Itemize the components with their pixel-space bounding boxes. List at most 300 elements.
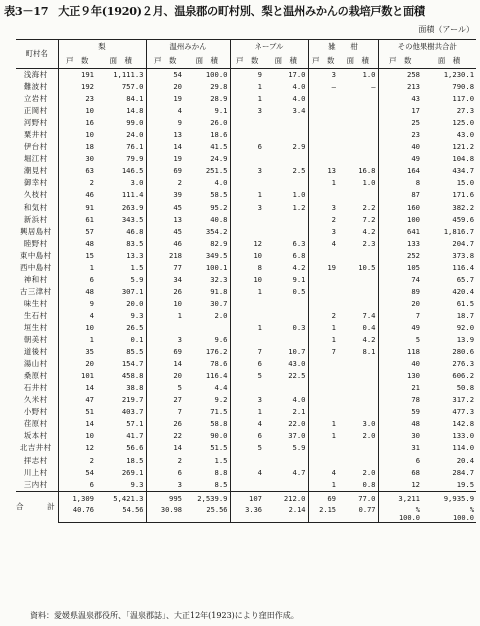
area-cell: 4.0 — [214, 178, 228, 188]
village-name: 御幸村 — [16, 177, 58, 189]
households-cell: 40 — [378, 141, 422, 153]
total-cell: 9,935.9 — [422, 491, 476, 506]
households-cell: 6 — [89, 274, 94, 284]
table-row — [16, 479, 476, 492]
village-name: 坂本村 — [16, 430, 58, 442]
households-cell: 63 — [85, 166, 94, 176]
households-cell: 160 — [378, 202, 422, 214]
area-cell: 79.9 — [126, 154, 144, 164]
area-cell: 2.9 — [292, 142, 306, 152]
total-cell: 69 — [308, 491, 338, 506]
households-cell: 105 — [378, 262, 422, 274]
households-cell: 2 — [146, 455, 184, 467]
area-cell: 29.8 — [210, 82, 228, 92]
area-cell: 20.4 — [456, 455, 475, 465]
area-cell: 133.0 — [452, 431, 475, 441]
header-navel: ネーブル — [230, 40, 308, 55]
households-cell: 25 — [378, 117, 422, 129]
area-cell: 116.4 — [205, 371, 228, 381]
area-cell: 3.4 — [292, 106, 306, 116]
area-cell — [338, 370, 378, 382]
table-number: 表3－17 — [4, 4, 49, 18]
households-cell — [308, 406, 338, 418]
households-cell: 18 — [85, 142, 94, 152]
area-cell: 99.0 — [126, 118, 144, 128]
households-cell: 3 — [308, 69, 338, 82]
households-cell: 9 — [146, 117, 184, 129]
area-cell: 111.4 — [121, 190, 144, 200]
households-cell: 1 — [89, 262, 94, 272]
households-cell: 1 — [230, 81, 264, 93]
percent-cell — [378, 506, 422, 523]
area-cell: 2.0 — [214, 310, 228, 320]
households-cell: 5 — [378, 334, 422, 346]
area-cell: 434.7 — [452, 166, 475, 176]
table-row — [16, 394, 476, 406]
households-cell: 54 — [146, 69, 184, 82]
area-cell: 4.2 — [292, 262, 306, 272]
households-cell: 22 — [146, 430, 184, 442]
village-name: 伊台村 — [16, 141, 58, 153]
area-cell: 57.1 — [126, 419, 144, 429]
village-name: 堀江村 — [16, 153, 58, 165]
households-cell: 164 — [378, 165, 422, 177]
village-name: 神和村 — [16, 274, 58, 286]
area-cell — [338, 141, 378, 153]
households-cell — [230, 117, 264, 129]
total-cell: 107 — [230, 491, 264, 506]
area-cell: 142.8 — [452, 419, 475, 429]
households-cell: 61 — [85, 214, 94, 224]
area-cell: 2.2 — [362, 202, 376, 212]
area-cell: 269.1 — [121, 467, 144, 477]
area-cell: 116.4 — [452, 262, 475, 272]
area-cell: 3.0 — [362, 419, 376, 429]
area-cell: 0.8 — [362, 479, 376, 489]
households-cell: 5 — [146, 382, 184, 394]
area-cell: 4.0 — [292, 395, 306, 405]
households-cell: 8 — [230, 262, 264, 274]
households-cell: 7 — [230, 346, 264, 358]
households-cell: 6 — [230, 358, 264, 370]
header-row-groups — [16, 40, 476, 55]
households-cell: 69 — [146, 346, 184, 358]
households-cell: 48 — [378, 418, 422, 430]
households-cell: 3 — [146, 479, 184, 492]
area-cell: 9.3 — [130, 479, 144, 489]
households-cell: 40 — [378, 358, 422, 370]
households-cell — [230, 479, 264, 492]
area-cell — [338, 117, 378, 129]
households-cell: 3 — [308, 226, 338, 238]
area-cell: 9.1 — [214, 106, 228, 116]
households-cell: 2 — [308, 214, 338, 226]
area-cell: 2.0 — [362, 467, 376, 477]
households-cell — [308, 153, 338, 165]
households-cell — [308, 455, 338, 467]
households-cell: 74 — [378, 274, 422, 286]
village-name: 生石村 — [16, 310, 58, 322]
table-row — [16, 298, 476, 310]
area-cell — [338, 358, 378, 370]
households-cell: 6 — [146, 467, 184, 479]
households-cell: 252 — [378, 250, 422, 262]
village-name: 朝美村 — [16, 334, 58, 346]
table-row — [16, 226, 476, 238]
households-cell: 16 — [85, 118, 94, 128]
households-cell — [308, 117, 338, 129]
area-cell: 18.7 — [456, 310, 475, 320]
area-cell: 46.8 — [126, 226, 144, 236]
area-cell — [264, 455, 308, 467]
area-cell: 65.7 — [456, 274, 475, 284]
village-name: 西中島村 — [16, 262, 58, 274]
area-cell: 26.5 — [126, 323, 144, 332]
area-cell: 5.9 — [130, 274, 144, 284]
table-row — [16, 274, 476, 286]
households-cell: 30 — [85, 154, 94, 164]
area-cell: 1,230.1 — [443, 70, 475, 80]
village-name: 垣生村 — [16, 322, 58, 334]
households-cell: 6 — [230, 141, 264, 153]
households-cell — [308, 93, 338, 105]
percent-cell: 0.77 — [338, 506, 378, 523]
households-cell: 1 — [308, 334, 338, 346]
households-cell: 87 — [378, 189, 422, 201]
subheader-area: 面 積 — [96, 54, 146, 69]
village-header: 町村名 — [16, 40, 58, 69]
households-cell: 1 — [230, 189, 264, 201]
area-cell: 382.2 — [452, 202, 475, 212]
households-cell: 1 — [308, 418, 338, 430]
area-cell — [264, 479, 308, 492]
households-cell: 34 — [146, 274, 184, 286]
households-cell: 1 — [230, 286, 264, 298]
area-cell: 37.0 — [288, 431, 306, 441]
households-cell: 13 — [146, 214, 184, 226]
table-row — [16, 442, 476, 454]
area-cell: 56.6 — [126, 443, 144, 453]
village-name: 古三津村 — [16, 286, 58, 298]
area-cell: 41.5 — [210, 142, 228, 152]
area-cell: — — [371, 82, 376, 92]
households-cell: 45 — [146, 226, 184, 238]
table-row — [16, 177, 476, 189]
area-cell: 14.8 — [126, 106, 144, 116]
area-cell: 9.2 — [214, 395, 228, 405]
village-name: 久米村 — [16, 394, 58, 406]
table-title — [4, 3, 478, 19]
village-name: 川上村 — [16, 467, 58, 479]
area-cell — [184, 322, 230, 334]
table-row — [16, 105, 476, 117]
households-cell — [308, 358, 338, 370]
table-row — [16, 117, 476, 129]
households-cell: 3 — [230, 202, 264, 214]
table-row — [16, 406, 476, 418]
households-cell: 12 — [85, 443, 94, 453]
households-cell: 12 — [230, 238, 264, 250]
households-cell: 191 — [81, 70, 94, 80]
households-cell: 20 — [146, 81, 184, 93]
table-row — [16, 165, 476, 177]
households-cell: 10 — [230, 274, 264, 286]
households-cell: 47 — [85, 395, 94, 405]
households-cell — [308, 274, 338, 286]
households-cell — [308, 298, 338, 310]
area-cell: 4.2 — [362, 335, 376, 345]
area-cell: 76.1 — [126, 142, 144, 152]
households-cell: 130 — [378, 370, 422, 382]
households-cell — [230, 382, 264, 394]
households-cell: 7 — [378, 310, 422, 322]
area-cell: 71.5 — [210, 407, 228, 417]
table-row — [16, 129, 476, 141]
households-cell — [308, 286, 338, 298]
area-cell: 114.0 — [452, 443, 475, 453]
total-cell: 995 — [146, 491, 184, 506]
households-cell: 20 — [378, 298, 422, 310]
area-cell: 90.0 — [210, 431, 228, 441]
area-cell: 1,816.7 — [443, 226, 475, 236]
village-name: 石井村 — [16, 382, 58, 394]
total-cell: 5,421.3 — [96, 491, 146, 506]
area-cell — [264, 334, 308, 346]
households-cell: 10 — [230, 250, 264, 262]
households-cell — [230, 455, 264, 467]
households-cell: 5 — [230, 370, 264, 382]
households-cell: 10 — [85, 130, 94, 140]
area-cell: 1.2 — [292, 202, 306, 212]
table-row — [16, 81, 476, 93]
households-cell: 2 — [89, 455, 94, 465]
area-cell: 17.0 — [288, 70, 306, 80]
area-cell: 4.0 — [292, 82, 306, 92]
households-cell: 17 — [378, 105, 422, 117]
area-cell: 606.2 — [452, 371, 475, 381]
area-cell: 343.5 — [121, 214, 144, 224]
area-cell: 276.3 — [452, 359, 475, 369]
households-cell: 3 — [230, 165, 264, 177]
table-row — [16, 467, 476, 479]
area-cell — [338, 153, 378, 165]
area-cell: 0.3 — [292, 323, 306, 332]
table-row — [16, 214, 476, 226]
table-caption: 大正９年(1920)２月、温泉郡の町村別、梨と温州みかんの栽培戸数と面積 — [58, 4, 425, 18]
percent-value: 100.0 — [452, 513, 475, 522]
village-name: 正岡村 — [16, 105, 58, 117]
households-cell — [308, 105, 338, 117]
households-cell: 45 — [146, 202, 184, 214]
area-cell: 22.0 — [288, 419, 306, 429]
households-cell: 14 — [146, 442, 184, 454]
area-cell: 104.8 — [452, 154, 475, 164]
households-cell: 1 — [89, 335, 94, 345]
area-cell: 58.5 — [210, 190, 228, 200]
households-cell: 13 — [146, 129, 184, 141]
households-cell: 6 — [230, 430, 264, 442]
households-cell: 10 — [85, 106, 94, 116]
area-cell — [338, 250, 378, 262]
households-cell — [308, 250, 338, 262]
table-row — [16, 358, 476, 370]
households-cell: 3 — [230, 394, 264, 406]
area-cell: 43.0 — [456, 130, 475, 140]
area-cell: 22.5 — [288, 371, 306, 381]
households-cell: 2 — [89, 178, 94, 188]
subheader-households: 戸 数 — [146, 54, 184, 69]
village-name: 浅海村 — [16, 69, 58, 82]
area-cell: 91.8 — [210, 286, 228, 296]
area-cell: 10.5 — [358, 262, 376, 272]
area-cell — [338, 189, 378, 201]
households-cell: 14 — [85, 383, 94, 393]
area-cell: 1.5 — [214, 455, 228, 465]
area-cell: 26.0 — [210, 118, 228, 128]
area-cell: 20.0 — [126, 298, 144, 308]
area-cell: 50.8 — [456, 383, 475, 393]
households-cell: 48 — [85, 238, 94, 248]
subheader-area: 面 積 — [184, 54, 230, 69]
table-row — [16, 370, 476, 382]
village-name: 潮見村 — [16, 165, 58, 177]
area-cell: 354.2 — [205, 226, 228, 236]
area-cell: 317.2 — [452, 395, 475, 405]
village-name: 拝志村 — [16, 455, 58, 467]
households-cell: 218 — [146, 250, 184, 262]
households-cell: 1 — [308, 322, 338, 334]
households-cell: 4 — [89, 310, 94, 320]
percent-cell — [422, 506, 476, 523]
table-row — [16, 250, 476, 262]
households-cell: 68 — [378, 467, 422, 479]
area-cell: 18.6 — [210, 130, 228, 140]
households-cell: 101 — [81, 371, 94, 381]
area-cell — [264, 177, 308, 189]
area-cell: 18.5 — [126, 455, 144, 465]
area-cell: 0.1 — [130, 335, 144, 345]
total-cell: 2,539.9 — [184, 491, 230, 506]
area-cell: 43.0 — [288, 359, 306, 369]
households-cell: 4 — [146, 105, 184, 117]
area-cell: 61.5 — [456, 298, 475, 308]
area-cell — [338, 286, 378, 298]
area-cell: 84.1 — [126, 94, 144, 104]
households-cell: 2 — [146, 177, 184, 189]
area-cell: 121.2 — [452, 142, 475, 152]
area-cell: 176.2 — [205, 347, 228, 357]
area-cell: 117.0 — [452, 94, 475, 104]
households-cell: 4 — [308, 238, 338, 250]
percent-value: 100.0 — [398, 513, 421, 522]
header-nashi: 梨 — [98, 42, 106, 51]
area-cell: 58.8 — [210, 419, 228, 429]
table-row — [16, 238, 476, 250]
area-cell: 125.0 — [452, 118, 475, 128]
area-cell: 219.7 — [121, 395, 144, 405]
table-row — [16, 189, 476, 201]
area-cell — [264, 117, 308, 129]
unit-label: 面積（アール） — [418, 25, 474, 34]
households-cell: 35 — [85, 347, 94, 357]
area-cell: 477.3 — [452, 407, 475, 417]
area-cell: 92.0 — [456, 323, 475, 332]
area-cell: 16.8 — [358, 166, 376, 176]
households-cell — [230, 214, 264, 226]
area-cell — [338, 442, 378, 454]
total-cell: 77.0 — [338, 491, 378, 506]
households-cell: 10 — [146, 298, 184, 310]
area-cell: 9.3 — [130, 310, 144, 320]
area-cell: 100.1 — [205, 262, 228, 272]
percent-mark: % — [469, 505, 475, 514]
area-cell: 85.5 — [126, 347, 144, 357]
households-cell — [308, 129, 338, 141]
source-note: 資料：愛媛県温泉郡役所、「温泉郡誌」、大正12年(1923)により窪田作成。 — [30, 611, 299, 620]
households-cell: 7 — [308, 346, 338, 358]
households-cell — [230, 334, 264, 346]
area-cell: 1.0 — [362, 178, 376, 188]
area-cell: 403.7 — [121, 407, 144, 417]
area-cell: 2.1 — [292, 407, 306, 417]
subheader-households: 戸 数 — [58, 54, 96, 69]
area-cell: 24.9 — [210, 154, 228, 164]
area-cell: 6.8 — [292, 250, 306, 260]
cultivation-table — [16, 39, 476, 523]
households-cell: 1 — [146, 310, 184, 322]
households-cell: 14 — [146, 358, 184, 370]
area-cell: 95.2 — [210, 202, 228, 212]
households-cell: 27 — [146, 394, 184, 406]
households-cell: 258 — [378, 69, 422, 82]
households-cell: 57 — [85, 226, 94, 236]
area-cell — [338, 298, 378, 310]
percent-cell: 30.98 — [146, 506, 184, 523]
area-cell: 4.7 — [292, 467, 306, 477]
percent-cell: 54.56 — [96, 506, 146, 523]
households-cell — [308, 394, 338, 406]
area-cell: 15.0 — [456, 178, 475, 188]
households-cell: 6 — [378, 455, 422, 467]
area-cell — [264, 298, 308, 310]
area-cell — [264, 153, 308, 165]
households-cell: — — [308, 81, 338, 93]
village-name: 新浜村 — [16, 214, 58, 226]
area-cell: 78.6 — [210, 359, 228, 369]
village-name: 久枝村 — [16, 189, 58, 201]
households-cell: 100 — [378, 214, 422, 226]
households-cell — [230, 310, 264, 322]
area-cell: 1.0 — [362, 70, 376, 80]
area-cell: 32.3 — [210, 274, 228, 284]
area-cell: 8.5 — [214, 479, 228, 489]
area-cell: 41.7 — [126, 431, 144, 441]
subheader-area: 面 積 — [338, 54, 378, 69]
subheader-households: 戸 数 — [308, 54, 338, 69]
area-cell: 2.0 — [362, 431, 376, 441]
header-zakkan: 雑 柑 — [308, 40, 378, 55]
households-cell: 1 — [230, 322, 264, 334]
table-row — [16, 141, 476, 153]
households-cell: 213 — [378, 81, 422, 93]
households-cell: 641 — [378, 226, 422, 238]
households-cell: 49 — [378, 153, 422, 165]
village-name: 東中島村 — [16, 250, 58, 262]
households-cell: 133 — [378, 238, 422, 250]
area-cell: 0.5 — [292, 286, 306, 296]
percent-mark: % — [415, 505, 421, 514]
village-name: 湯山村 — [16, 358, 58, 370]
